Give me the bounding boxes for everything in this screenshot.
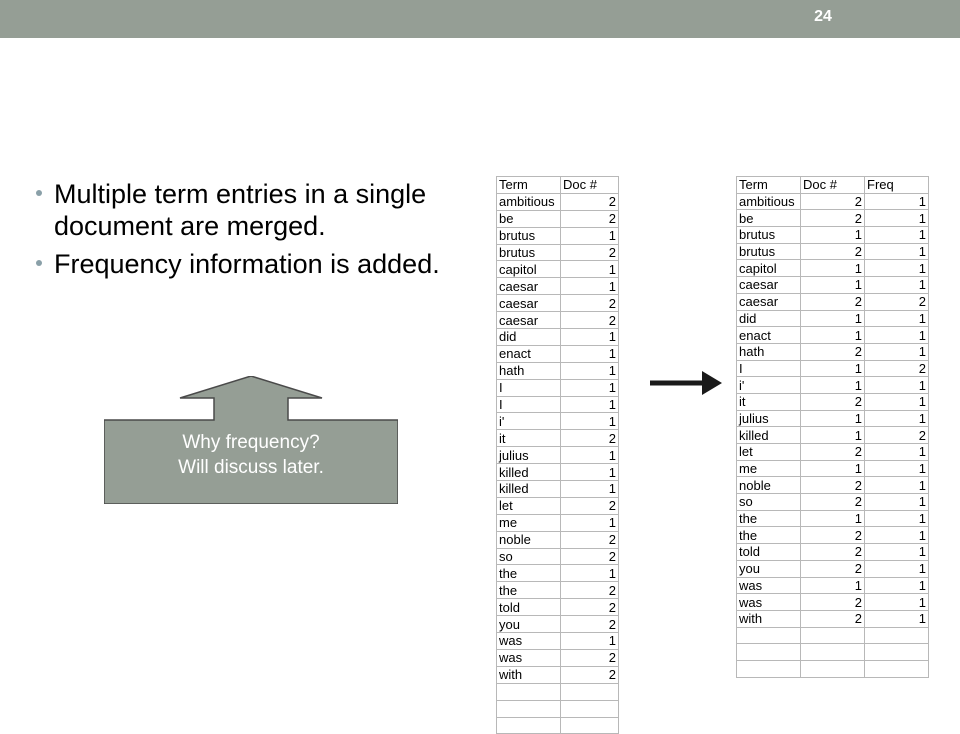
number-cell: 1 <box>561 447 619 464</box>
number-cell: 2 <box>865 293 929 310</box>
number-cell: 1 <box>865 610 929 627</box>
bullet-list <box>36 178 476 286</box>
table-row <box>737 494 929 511</box>
term-cell: capitol <box>737 260 801 277</box>
number-cell <box>801 660 865 677</box>
table-row <box>737 277 929 294</box>
right-arrow-icon <box>648 368 724 398</box>
table-row <box>737 243 929 260</box>
table-row <box>737 343 929 360</box>
number-cell: 1 <box>561 362 619 379</box>
number-cell: 1 <box>865 243 929 260</box>
table-row <box>737 527 929 544</box>
number-cell: 2 <box>561 531 619 548</box>
bullet-text: Multiple term entries in a single document are merged. <box>54 179 427 241</box>
table-row <box>497 362 619 379</box>
number-cell <box>561 683 619 700</box>
number-cell: 1 <box>561 481 619 498</box>
term-cell: brutus <box>497 244 561 261</box>
term-cell: you <box>737 560 801 577</box>
table-row <box>737 193 929 210</box>
term-cell: let <box>497 497 561 514</box>
number-cell <box>865 660 929 677</box>
term-cell: with <box>497 666 561 683</box>
term-cell: you <box>497 616 561 633</box>
number-cell: 1 <box>801 510 865 527</box>
term-cell: it <box>497 430 561 447</box>
number-cell: 2 <box>801 544 865 561</box>
number-cell: 1 <box>865 560 929 577</box>
number-cell: 2 <box>561 210 619 227</box>
term-cell <box>497 683 561 700</box>
term-cell: was <box>737 594 801 611</box>
term-doc-table <box>496 176 619 734</box>
table-row <box>497 700 619 717</box>
number-cell: 1 <box>801 260 865 277</box>
table-row <box>497 210 619 227</box>
term-cell: let <box>737 444 801 461</box>
term-cell: brutus <box>737 243 801 260</box>
number-cell: 2 <box>561 548 619 565</box>
number-cell: 2 <box>801 594 865 611</box>
table-row <box>497 531 619 548</box>
table-header-row <box>497 177 619 194</box>
number-cell: 2 <box>561 616 619 633</box>
table-row <box>497 497 619 514</box>
term-cell: I <box>497 379 561 396</box>
number-cell: 1 <box>865 210 929 227</box>
term-cell: the <box>497 582 561 599</box>
table-row <box>497 329 619 346</box>
table-row <box>497 379 619 396</box>
number-cell: 2 <box>801 477 865 494</box>
table-row <box>497 514 619 531</box>
term-cell: be <box>737 210 801 227</box>
term-cell: did <box>497 329 561 346</box>
term-cell: be <box>497 210 561 227</box>
term-cell: was <box>497 649 561 666</box>
column-header: Doc # <box>801 177 865 194</box>
number-cell: 2 <box>561 582 619 599</box>
number-cell <box>865 627 929 644</box>
term-cell: brutus <box>737 227 801 244</box>
table-row <box>497 295 619 312</box>
table-row <box>737 293 929 310</box>
table-header-row <box>737 177 929 194</box>
number-cell: 1 <box>865 460 929 477</box>
number-cell: 1 <box>865 227 929 244</box>
table-row <box>737 444 929 461</box>
table-row <box>497 278 619 295</box>
number-cell: 2 <box>561 649 619 666</box>
bullet-item <box>36 248 476 280</box>
term-cell: noble <box>497 531 561 548</box>
number-cell: 1 <box>801 310 865 327</box>
term-cell: hath <box>497 362 561 379</box>
number-cell: 1 <box>865 444 929 461</box>
table-row <box>737 327 929 344</box>
table-row <box>737 410 929 427</box>
term-cell: the <box>737 527 801 544</box>
table-row <box>737 610 929 627</box>
number-cell: 1 <box>865 577 929 594</box>
table-row <box>497 616 619 633</box>
number-cell: 1 <box>865 494 929 511</box>
table-row <box>497 261 619 278</box>
term-cell <box>737 627 801 644</box>
table-row <box>737 577 929 594</box>
number-cell: 2 <box>561 312 619 329</box>
number-cell: 1 <box>865 310 929 327</box>
table-row <box>497 599 619 616</box>
number-cell: 2 <box>561 430 619 447</box>
slide-number: 24 <box>814 8 832 25</box>
table-row <box>497 683 619 700</box>
table-row <box>497 413 619 430</box>
term-cell: noble <box>737 477 801 494</box>
number-cell: 2 <box>561 599 619 616</box>
term-cell: did <box>737 310 801 327</box>
number-cell: 2 <box>561 193 619 210</box>
term-cell: it <box>737 393 801 410</box>
table-row <box>497 666 619 683</box>
term-cell: was <box>497 633 561 650</box>
number-cell: 1 <box>801 360 865 377</box>
number-cell: 2 <box>561 497 619 514</box>
table-row <box>497 396 619 413</box>
number-cell: 2 <box>801 210 865 227</box>
term-cell: I <box>497 396 561 413</box>
table-row <box>737 660 929 677</box>
table-row <box>737 644 929 661</box>
number-cell: 1 <box>801 377 865 394</box>
number-cell: 1 <box>865 393 929 410</box>
table-row <box>497 227 619 244</box>
table-row <box>497 193 619 210</box>
term-cell: told <box>497 599 561 616</box>
term-cell: caesar <box>497 312 561 329</box>
term-cell: i' <box>737 377 801 394</box>
callout-line-1: Why frequency? <box>182 432 320 453</box>
term-cell <box>737 660 801 677</box>
number-cell: 1 <box>561 633 619 650</box>
term-cell: caesar <box>737 277 801 294</box>
term-cell: I <box>737 360 801 377</box>
table-row <box>737 227 929 244</box>
term-cell: ambitious <box>737 193 801 210</box>
number-cell: 1 <box>865 544 929 561</box>
number-cell: 2 <box>865 360 929 377</box>
number-cell: 2 <box>801 393 865 410</box>
number-cell: 1 <box>561 261 619 278</box>
number-cell: 2 <box>801 444 865 461</box>
number-cell: 1 <box>865 327 929 344</box>
number-cell: 1 <box>561 345 619 362</box>
number-cell: 2 <box>801 527 865 544</box>
number-cell: 1 <box>561 278 619 295</box>
column-header: Doc # <box>561 177 619 194</box>
number-cell: 1 <box>801 327 865 344</box>
table-row <box>497 548 619 565</box>
term-cell: killed <box>737 427 801 444</box>
number-cell: 1 <box>561 379 619 396</box>
table-row <box>497 430 619 447</box>
table-row <box>737 310 929 327</box>
term-cell: me <box>737 460 801 477</box>
number-cell <box>561 700 619 717</box>
number-cell: 1 <box>561 514 619 531</box>
term-cell: me <box>497 514 561 531</box>
table-row <box>497 481 619 498</box>
table-row <box>737 627 929 644</box>
number-cell: 2 <box>801 610 865 627</box>
table-row <box>497 582 619 599</box>
table-row <box>737 360 929 377</box>
term-cell: ambitious <box>497 193 561 210</box>
number-cell: 1 <box>865 410 929 427</box>
term-doc-freq-table <box>736 176 929 678</box>
bullet-dot-icon <box>36 190 42 196</box>
number-cell: 1 <box>801 427 865 444</box>
callout-line-2: Will discuss later. <box>178 457 324 478</box>
number-cell: 2 <box>865 427 929 444</box>
number-cell: 2 <box>801 293 865 310</box>
bullet-item <box>36 178 476 242</box>
term-cell: capitol <box>497 261 561 278</box>
table-row <box>497 649 619 666</box>
term-cell: the <box>497 565 561 582</box>
table-row <box>737 210 929 227</box>
table-row <box>497 565 619 582</box>
column-header: Term <box>497 177 561 194</box>
table-row <box>737 377 929 394</box>
term-cell: so <box>737 494 801 511</box>
number-cell: 1 <box>865 377 929 394</box>
term-cell: hath <box>737 343 801 360</box>
term-cell: brutus <box>497 227 561 244</box>
table-row <box>737 594 929 611</box>
term-cell: killed <box>497 464 561 481</box>
number-cell: 2 <box>801 560 865 577</box>
number-cell: 1 <box>801 460 865 477</box>
number-cell: 1 <box>561 329 619 346</box>
table-row <box>497 345 619 362</box>
term-cell: enact <box>497 345 561 362</box>
table-row <box>497 312 619 329</box>
term-cell: julius <box>737 410 801 427</box>
up-arrow-callout <box>104 376 398 504</box>
number-cell: 1 <box>865 343 929 360</box>
number-cell: 1 <box>561 396 619 413</box>
term-cell: enact <box>737 327 801 344</box>
number-cell: 1 <box>801 577 865 594</box>
number-cell: 2 <box>801 243 865 260</box>
table-row <box>737 460 929 477</box>
term-cell <box>737 644 801 661</box>
table-row <box>737 510 929 527</box>
table-row <box>497 464 619 481</box>
term-cell: was <box>737 577 801 594</box>
number-cell <box>801 644 865 661</box>
number-cell: 1 <box>865 277 929 294</box>
number-cell: 2 <box>801 494 865 511</box>
number-cell: 2 <box>801 193 865 210</box>
column-header: Term <box>737 177 801 194</box>
number-cell: 1 <box>561 227 619 244</box>
term-cell: with <box>737 610 801 627</box>
number-cell <box>865 644 929 661</box>
table-row <box>737 560 929 577</box>
number-cell: 1 <box>561 464 619 481</box>
number-cell: 1 <box>865 594 929 611</box>
term-cell: julius <box>497 447 561 464</box>
table-row <box>497 447 619 464</box>
number-cell: 2 <box>561 244 619 261</box>
number-cell: 1 <box>801 277 865 294</box>
number-cell: 1 <box>865 193 929 210</box>
table-row <box>737 544 929 561</box>
table-row <box>497 244 619 261</box>
number-cell <box>801 627 865 644</box>
term-cell: caesar <box>497 278 561 295</box>
number-cell: 1 <box>801 410 865 427</box>
number-cell: 1 <box>865 260 929 277</box>
number-cell: 2 <box>801 343 865 360</box>
number-cell: 1 <box>561 565 619 582</box>
table-row <box>497 633 619 650</box>
table-row <box>737 393 929 410</box>
term-cell: caesar <box>737 293 801 310</box>
number-cell: 2 <box>561 666 619 683</box>
number-cell: 1 <box>865 510 929 527</box>
term-cell: caesar <box>497 295 561 312</box>
table-row <box>737 427 929 444</box>
table-row <box>737 477 929 494</box>
number-cell: 1 <box>865 477 929 494</box>
number-cell: 1 <box>865 527 929 544</box>
number-cell: 1 <box>801 227 865 244</box>
number-cell: 2 <box>561 295 619 312</box>
term-cell: told <box>737 544 801 561</box>
bullet-text: Frequency information is added. <box>54 249 440 279</box>
term-cell: killed <box>497 481 561 498</box>
bullet-dot-icon <box>36 260 42 266</box>
number-cell: 1 <box>561 413 619 430</box>
term-cell: the <box>737 510 801 527</box>
term-cell: i' <box>497 413 561 430</box>
column-header: Freq <box>865 177 929 194</box>
callout-text <box>104 430 398 480</box>
table-row <box>737 260 929 277</box>
slide-header-bar <box>0 0 960 38</box>
term-cell: so <box>497 548 561 565</box>
term-cell <box>497 700 561 717</box>
